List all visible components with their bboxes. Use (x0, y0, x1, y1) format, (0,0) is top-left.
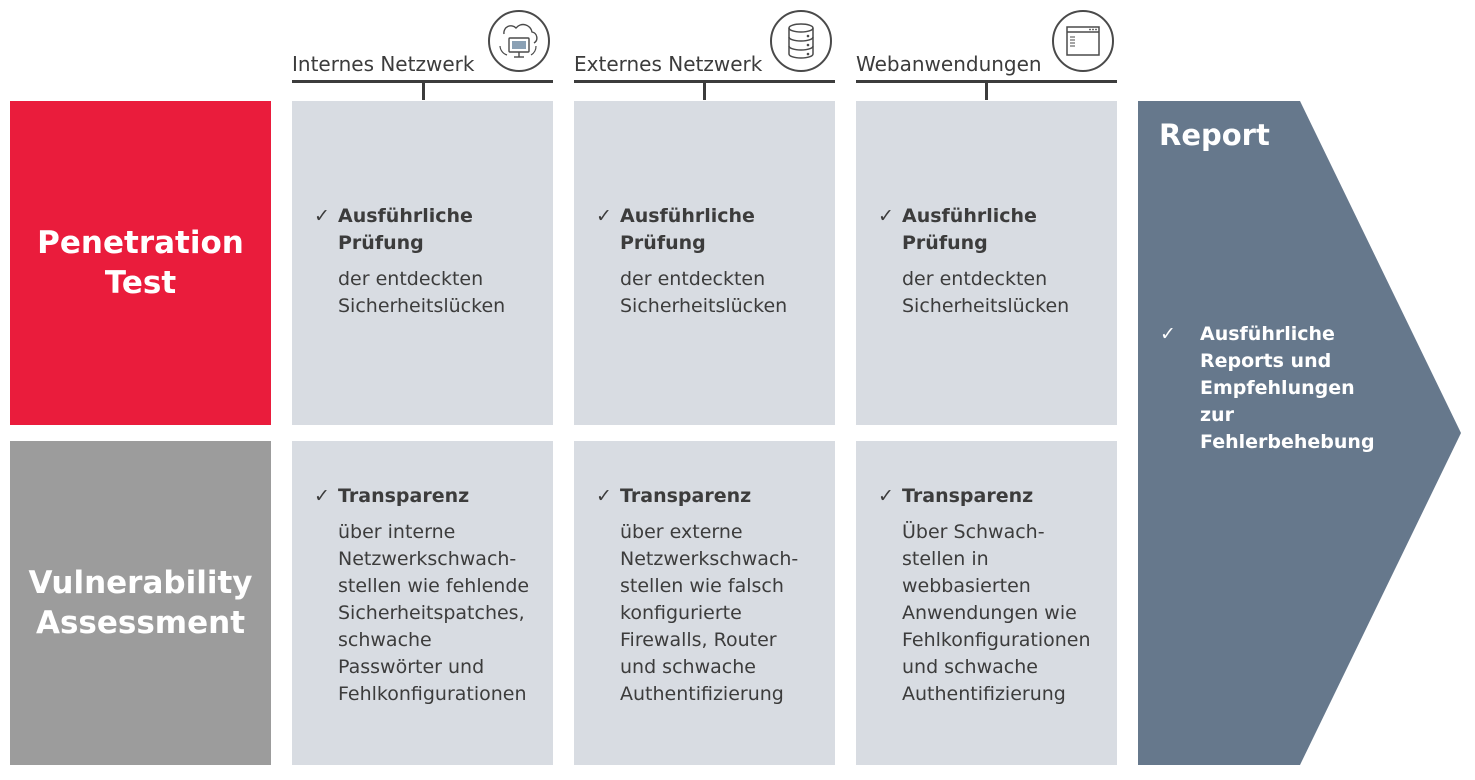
check-icon: ✓ (596, 485, 612, 507)
browser-window-icon (1052, 10, 1114, 72)
report-title: Report (1159, 118, 1270, 152)
check-icon: ✓ (1160, 323, 1176, 345)
check-icon: ✓ (878, 205, 894, 227)
cell-vuln-webanwendungen (856, 441, 1117, 765)
check-icon: ✓ (314, 205, 330, 227)
cell-title: Transparenz (338, 485, 470, 507)
cell-body: der entdeckten Sicherheitslücken (620, 268, 788, 317)
network-cloud-monitor-icon-graphic (490, 12, 548, 70)
check-icon: ✓ (314, 485, 330, 507)
column-header-internes-netzwerk: Internes Netzwerk (292, 52, 475, 76)
report-item (1160, 321, 1375, 456)
report-item-text: Ausführliche Reports und Empfehlungen zur Fehlerbehebung (1200, 323, 1375, 453)
cell-body: der entdeckten Sicherheitslücken (338, 268, 506, 317)
column-connector-tick (703, 82, 706, 100)
network-cloud-monitor-icon (488, 10, 550, 72)
cell-vuln-internes-netzwerk (292, 441, 553, 765)
browser-window-icon-graphic (1054, 12, 1112, 70)
cell-title: Ausführliche Prüfung (620, 205, 755, 254)
vulnerability-assessment-label (10, 441, 271, 765)
check-icon: ✓ (596, 205, 612, 227)
database-server-icon (770, 10, 832, 72)
cell-pentest-webanwendungen (856, 101, 1117, 425)
cell-body: über externe Netzwerkschwach- stellen wie falsch konfigurierte Firewalls, Router und schwache Authentifizierung (620, 521, 799, 705)
cell-pentest-externes-netzwerk (574, 101, 835, 425)
cell-title: Ausführliche Prüfung (902, 205, 1037, 254)
cell-title: Transparenz (620, 485, 752, 507)
penetration-test-label (10, 101, 271, 425)
penetration-test-text: Penetration Test (37, 225, 244, 301)
cell-body: der entdeckten Sicherheitslücken (902, 268, 1070, 317)
column-connector-tick (985, 82, 988, 100)
cell-vuln-externes-netzwerk (574, 441, 835, 765)
cell-title: Ausführliche Prüfung (338, 205, 473, 254)
column-header-externes-netzwerk: Externes Netzwerk (574, 52, 763, 76)
column-header-webanwendungen: Webanwendungen (856, 52, 1042, 76)
cell-title: Transparenz (902, 485, 1034, 507)
column-connector-tick (422, 82, 425, 100)
cell-body: Über Schwach- stellen in webbasierten Anwendungen wie Fehlkonfigurationen und schwache Authentifizierung (902, 521, 1091, 705)
vulnerability-assessment-text: Vulnerability Assessment (28, 565, 253, 641)
cell-body: über interne Netzwerkschwach- stellen wie fehlende Sicherheitspatches, schwache Passwörter und Fehlkonfigurationen (338, 521, 530, 705)
cell-pentest-internes-netzwerk (292, 101, 553, 425)
database-server-icon-graphic (772, 12, 830, 70)
check-icon: ✓ (878, 485, 894, 507)
